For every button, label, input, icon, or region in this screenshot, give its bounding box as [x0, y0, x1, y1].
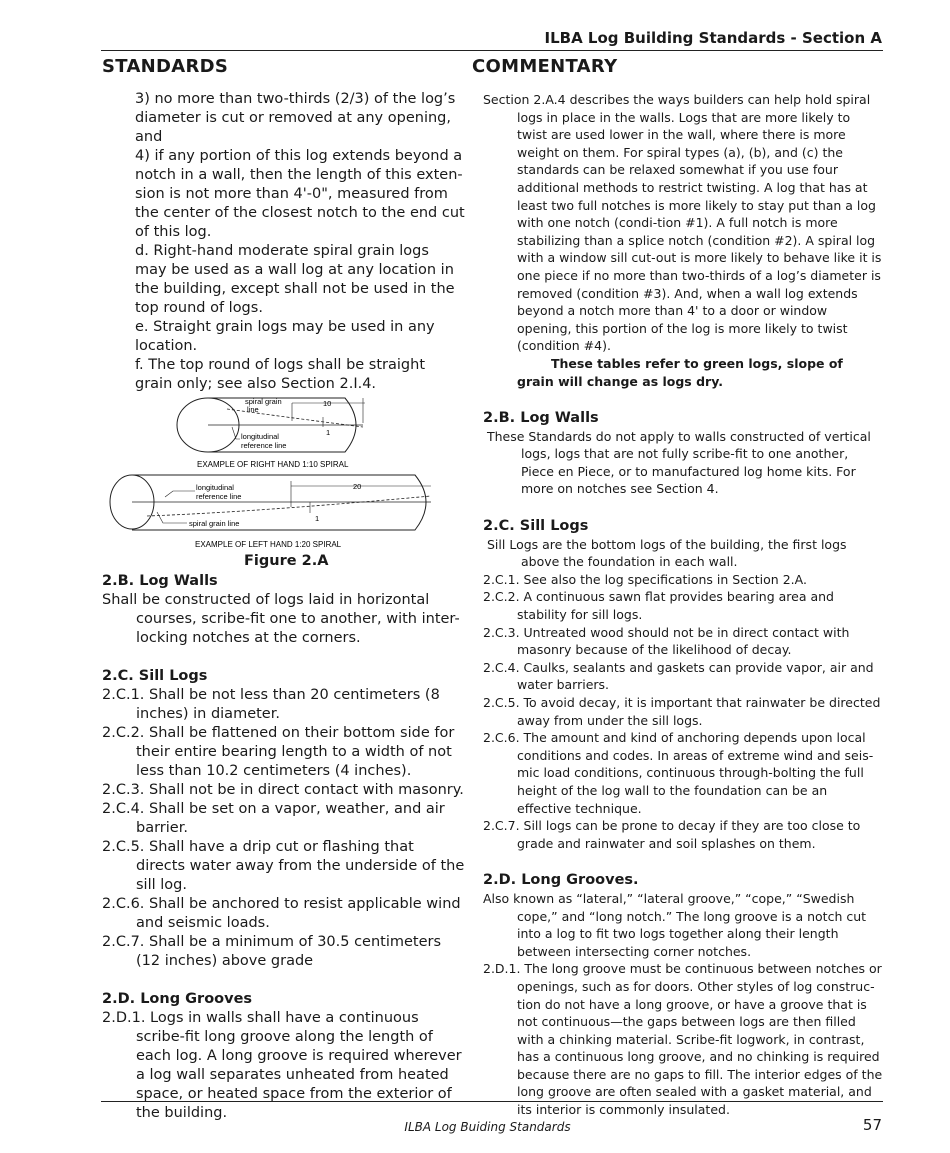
- standard-item: e. Straight grain logs may be used in any location.: [135, 319, 435, 354]
- com-sill-item: 2.C.7. Sill logs can be prone to decay if they are too close to grade and rainwater and soil splashes on them.: [483, 818, 861, 851]
- com-sill-item: 2.C.4. Caulks, sealants and gaskets can provide vapor, air and water barriers.: [483, 659, 874, 693]
- commentary-green-logs-note: These tables refer to green logs, slope of grain will change as logs dry.: [517, 355, 843, 389]
- standards-sections: [102, 572, 467, 1123]
- lh-measure-label: 20: [353, 482, 362, 491]
- com-log-walls-text: These Standards do not apply to walls constructed of vertical logs, logs that are not fully scribe-fit to one another, Piece en Piece, or to manufactured log home kits. For more on notches see Section 4.: [487, 428, 871, 497]
- lh-example-caption: EXAMPLE OF LEFT HAND 1:20 SPIRAL: [195, 540, 342, 549]
- commentary-intro: Section 2.A.4 describes the ways builders can help hold spiral logs in place in the walls. Logs that are more likely to twist are used lower in the wall, where there is more weight on them. For spiral types (a), (b), and (c) the standards can be relaxed somewhat if you use four additional methods to restrict twisting. A log that has at least two full notches is more likely to stay put than a log with one notch (condi-tion #1). A full notch is more stabilizing than a splice notch (condition #2). A spiral log with a window sill cut-out is more likely to behave like it is one piece if no more than two-thirds of a log’s diameter is removed (condition #3). And, when a wall log extends beyond a notch more than 4' to a door or window opening, this portion of the log is more likely to twist (condition #4).: [483, 92, 882, 354]
- com-long-groove-item: 2.D.1. The long groove must be continuous between notches or openings, such as for doors. Other styles of log construc-tion do not have a long groove, or have a groove that is not continuous—the gaps between logs are then filled with a chinking material. Scribe-fit logwork, in contrast, has a continuous long groove, and no chinking is required because there are no gaps to fill. The interior edges of the long groove are often sealed with a gasket material, and its interior is commonly insulated.: [483, 961, 883, 1118]
- com-sill-item: 2.C.1. See also the log specifications in Section 2.A.: [483, 571, 807, 587]
- lh-ref-label: longitudinal: [196, 483, 234, 492]
- com-log-walls-title: 2.B. Log Walls: [483, 410, 599, 427]
- left-hand-spiral-diagram: [110, 475, 431, 549]
- standard-item: f. The top round of logs shall be straight grain only; see also Section 2.I.4.: [135, 357, 425, 392]
- header-rule: [101, 50, 883, 51]
- commentary-body: [483, 91, 883, 1119]
- rh-example-caption: EXAMPLE OF RIGHT HAND 1:10 SPIRAL: [197, 460, 349, 469]
- running-header: ILBA Log Building Standards - Section A: [544, 29, 882, 47]
- footer-rule: [101, 1101, 883, 1102]
- std-sill-logs-title: 2.C. Sill Logs: [102, 668, 208, 684]
- lh-ref-label-2: reference line: [196, 492, 242, 501]
- standard-item: d. Right-hand moderate spiral grain logs may be used as a wall log at any location in the building, except shall not be used in the top round of logs.: [135, 243, 455, 316]
- com-long-grooves-title: 2.D. Long Grooves.: [483, 872, 639, 889]
- std-long-groove-item: 2.D.1. Logs in walls shall have a continuous scribe-fit long groove along the length of each log. A long groove is required wherever a log wall separates unheated from heated space, or heated space from the exterior of the building.: [102, 1010, 462, 1121]
- rh-ref-label: longitudinal: [241, 432, 279, 441]
- com-sill-item: 2.C.3. Untreated wood should not be in direct contact with masonry because of the likelihood of decay.: [483, 624, 850, 658]
- footer-title: ILBA Log Buiding Standards: [404, 1120, 571, 1134]
- rh-measure-label: 10: [323, 399, 332, 408]
- std-sill-item: 2.C.5. Shall have a drip cut or flashing that directs water away from the underside of the sill log.: [102, 839, 465, 893]
- std-long-grooves-title: 2.D. Long Grooves: [102, 991, 253, 1007]
- standards-heading: STANDARDS: [102, 56, 229, 77]
- com-sill-item: 2.C.5. To avoid decay, it is important that rainwater be directed away from under the sill logs.: [483, 695, 881, 728]
- com-sill-intro: Sill Logs are the bottom logs of the building, the first logs above the foundation in each wall.: [487, 536, 847, 570]
- std-sill-item: 2.C.2. Shall be flattened on their bottom side for their entire bearing length to a width of not less than 10.2 centimeters (4 inches).: [102, 725, 455, 779]
- lh-unit-label: 1: [315, 514, 320, 523]
- std-sill-item: 2.C.1. Shall be not less than 20 centimeters (8 inches) in diameter.: [102, 687, 440, 722]
- std-sill-item: 2.C.3. Shall not be in direct contact with masonry.: [102, 782, 464, 798]
- com-sill-logs-title: 2.C. Sill Logs: [483, 518, 589, 535]
- figure-spiral-grain: [105, 395, 445, 553]
- standards-continued-items: [135, 90, 465, 394]
- right-hand-spiral-diagram: [177, 397, 365, 469]
- com-sill-item: 2.C.2. A continuous sawn flat provides bearing area and stability for sill logs.: [483, 589, 834, 623]
- page-number: 57: [862, 1116, 882, 1134]
- rh-ref-label-2: reference line: [241, 441, 287, 450]
- com-long-grooves-intro: Also known as “lateral,” “lateral groove,” “cope,” “Swedish cope,” and “long notch.” The long groove is a notch cut into a log to fit two logs together along their length between intersecting corner notches.: [483, 890, 867, 959]
- std-log-walls-title: 2.B. Log Walls: [102, 573, 218, 589]
- standard-item: 4) if any portion of this log extends beyond a notch in a wall, then the length of this exten-sion is not more than 4'-0", measured from the center of the closest notch to the end cut of this log.: [135, 148, 465, 240]
- standard-item: 3) no more than two-thirds (2/3) of the log’s diameter is cut or removed at any opening, and: [135, 91, 456, 145]
- std-sill-item: 2.C.7. Shall be a minimum of 30.5 centimeters (12 inches) above grade: [102, 934, 442, 969]
- commentary-heading: COMMENTARY: [472, 56, 618, 77]
- rh-spiral-label: spiral grain: [245, 397, 282, 406]
- rh-unit-label: 1: [326, 428, 331, 437]
- std-sill-item: 2.C.4. Shall be set on a vapor, weather, and air barrier.: [102, 801, 445, 836]
- std-sill-item: 2.C.6. Shall be anchored to resist applicable wind and seismic loads.: [102, 896, 461, 931]
- lh-spiral-label: spiral grain line: [189, 519, 240, 528]
- std-log-walls-text: Shall be constructed of logs laid in horizontal courses, scribe-fit one to another, with inter-locking notches at the corners.: [102, 592, 460, 646]
- com-sill-item: 2.C.6. The amount and kind of anchoring depends upon local conditions and codes. In areas of extreme wind and seis-mic load conditions, continuous through-bolting the full height of the log wall to the foundation can be an effective technique.: [483, 730, 874, 816]
- figure-caption: Figure 2.A: [244, 553, 329, 569]
- rh-spiral-label-2: line: [247, 405, 259, 414]
